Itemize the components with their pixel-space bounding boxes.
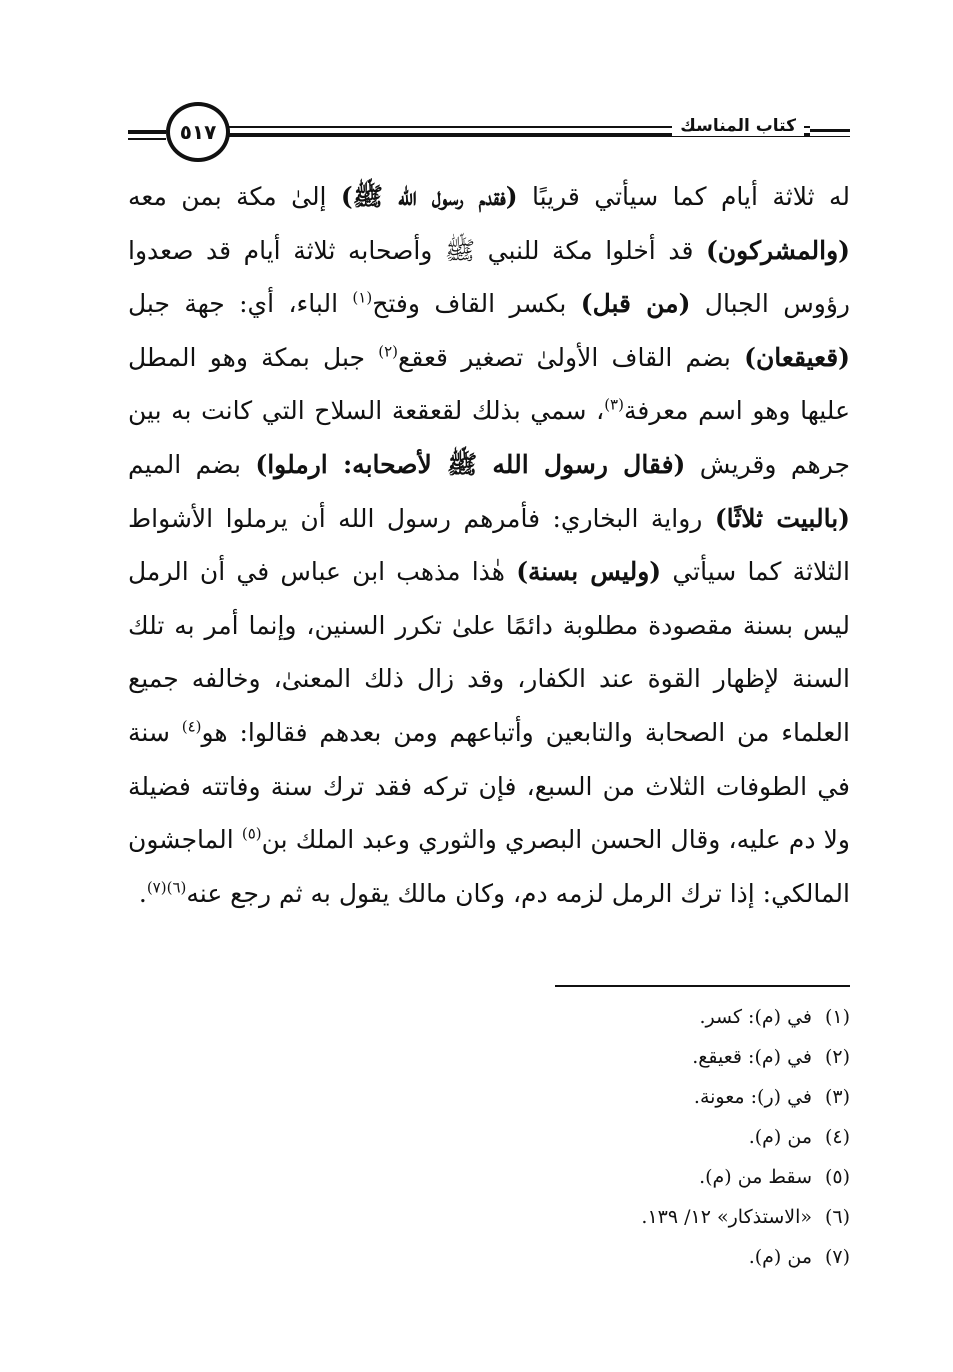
text-run: جبل بمكة وهو المطل عليها وهو اسم معرفة bbox=[128, 342, 850, 426]
bold-quote: (قعيقعان) bbox=[744, 342, 851, 372]
footnote-ref[interactable]: (٥) bbox=[241, 824, 262, 843]
main-paragraph bbox=[128, 170, 850, 920]
footnote-text: في (م): قعيقع. bbox=[692, 1046, 812, 1068]
header-left-rule-thin bbox=[128, 138, 166, 140]
footnote-number: (١) bbox=[824, 1006, 850, 1028]
footnote-ref[interactable]: (١) bbox=[352, 288, 373, 307]
page-number: ٥١٧ bbox=[179, 120, 217, 144]
text-run: الباء، أي: جهة جبل bbox=[128, 289, 353, 319]
text-run: قد أخلوا مكة للنبي ﷺ وأصحابه ثلاثة أيام قد صعدوا رؤوس الجبال bbox=[128, 235, 850, 319]
text-run: . bbox=[138, 878, 147, 908]
bold-quote: (وليس بسنة) bbox=[516, 557, 662, 587]
text-run: بضم الميم bbox=[128, 449, 256, 479]
text-run: ، سمي بذلك لقعقعة السلاح التي كانت به بين جرهم وقريش bbox=[128, 396, 850, 479]
footnote-separator bbox=[555, 985, 850, 987]
book-title: كتاب المناسك bbox=[672, 116, 804, 136]
footnote-number: (٤) bbox=[824, 1126, 850, 1148]
footnote-text: في (ر): معونة. bbox=[693, 1086, 812, 1108]
header-right-dash bbox=[810, 126, 850, 136]
text-run: له ثلاثة أيام كما سيأتي قريبًا bbox=[517, 182, 850, 211]
footnote-item bbox=[400, 1077, 850, 1117]
footnote-item bbox=[400, 997, 850, 1037]
bold-quote: (والمشركون) bbox=[705, 235, 850, 265]
footnote-text: في (م): كسر. bbox=[699, 1006, 812, 1028]
bold-quote: (بالبيت ثلاثًا) bbox=[714, 503, 850, 533]
text-run: إلىٰ مكة بمن معه bbox=[128, 182, 341, 211]
footnote-text: «الاستذكار» ١٢/ ١٣٩. bbox=[641, 1206, 812, 1228]
footnote-number: (٣) bbox=[824, 1086, 850, 1108]
footnote-ref[interactable]: (٢) bbox=[378, 342, 399, 361]
page-number-badge bbox=[166, 102, 230, 162]
footnotes bbox=[400, 997, 850, 1277]
footnote-ref[interactable]: (٣) bbox=[604, 396, 624, 415]
bold-quote: (فقال رسول الله ﷺ لأصحابه: ارملوا) bbox=[255, 449, 686, 479]
footnote-number: (٢) bbox=[824, 1046, 850, 1068]
text-run: رواية البخاري: فأمرهم رسول الله أن يرملوا الأشواط الثلاثة كما سيأتي bbox=[128, 503, 850, 587]
bold-quote: (من قبل) bbox=[580, 289, 691, 319]
footnote-item bbox=[400, 1157, 850, 1197]
bold-quote: (فقدم رسول الله ﷺ) bbox=[340, 182, 518, 211]
text-run: بضم القاف الأولىٰ تصغير قعقع bbox=[398, 342, 745, 372]
text-run: الماجشون المالكي: إذا ترك الرمل لزمه دم، وكان مالك يقول به ثم رجع عنه bbox=[128, 825, 850, 908]
footnote-ref[interactable]: (٦)(٧) bbox=[146, 878, 187, 897]
main-text bbox=[128, 170, 850, 920]
footnote-item bbox=[400, 1197, 850, 1237]
footnote-number: (٧) bbox=[824, 1246, 850, 1268]
footnote-number: (٥) bbox=[824, 1166, 850, 1188]
footnote-item bbox=[400, 1037, 850, 1077]
footnote-text: من (م). bbox=[748, 1246, 812, 1268]
text-run: هٰذا مذهب ابن عباس في أن الرمل ليس بسنة مقصودة مطلوبة دائمًا علىٰ تكرر السنين، وإنما أمر به تلك السنة لإظهار القوة عند الكفار، وقد زال ذلك المعنىٰ، وخالفه جميع العلماء من الصحابة والتابعين وأتباعهم ومن بعدهم فقالوا: هو bbox=[128, 557, 850, 747]
text-run: بكسر القاف وفتح bbox=[372, 289, 581, 319]
footnote-number: (٦) bbox=[824, 1206, 850, 1228]
footnote-item bbox=[400, 1117, 850, 1157]
footnote-text: سقط من (م). bbox=[699, 1166, 812, 1188]
page-header bbox=[128, 102, 850, 166]
text-run: سنة في الطوفات الثلاث من السبع، فإن تركه فقد ترك سنة وفاتته فضيلة ولا دم عليه، وقال الحسن البصري والثوري وعبد الملك بن bbox=[128, 717, 850, 855]
footnote-ref[interactable]: (٤) bbox=[181, 717, 202, 736]
footnote-text: من (م). bbox=[748, 1126, 812, 1148]
header-left-rule bbox=[128, 130, 166, 134]
footnote-item bbox=[400, 1237, 850, 1277]
